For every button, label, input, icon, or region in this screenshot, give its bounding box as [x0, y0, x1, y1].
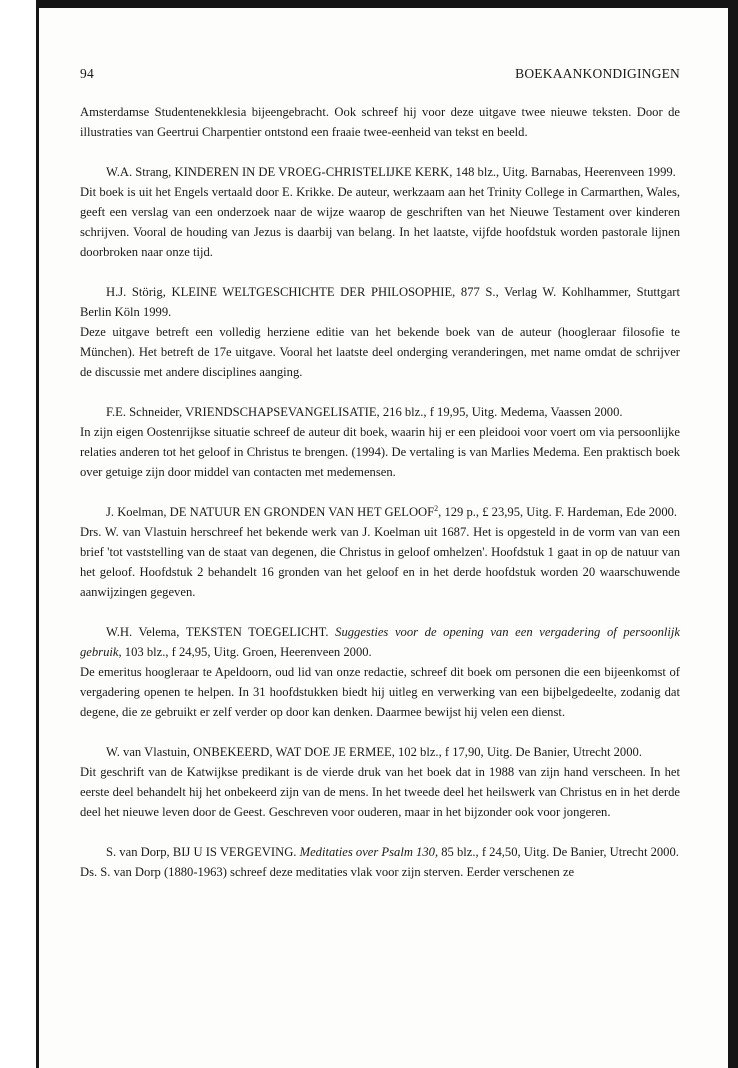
book-author: W.A. Strang,: [106, 165, 172, 179]
book-details: , 129 p., £ 23,95, Uitg. F. Hardeman, Ede 2000.: [438, 505, 678, 519]
book-title: VRIENDSCHAPSEVANGELISATIE: [185, 405, 377, 419]
book-title: KLEINE WELTGESCHICHTE DER PHILOSOPHIE: [171, 285, 453, 299]
book-title-superscript: 2: [434, 503, 439, 513]
book-author: W. van Vlastuin,: [106, 745, 190, 759]
book-entry: [80, 162, 680, 262]
book-citation: [80, 622, 680, 662]
book-author: W.H. Velema,: [106, 625, 180, 639]
scan-border-top: [36, 0, 738, 8]
book-title: BIJ U IS VERGEVING.: [172, 845, 297, 859]
book-details: , 102 blz., f 17,90, Uitg. De Banier, Utrecht 2000.: [391, 745, 642, 759]
book-author: H.J. Störig,: [106, 285, 166, 299]
book-title: KINDEREN IN DE VROEG-CHRISTELIJKE KERK: [174, 165, 450, 179]
book-entry: [80, 622, 680, 722]
book-title: ONBEKEERD, WAT DOE JE ERMEE: [193, 745, 392, 759]
book-description: Deze uitgave betreft een volledig herziene editie van het bekende boek van de auteur (hoogleraar filosofie te München). Het betreft de 17e uitgave. Vooral het laatste deel onderging veranderingen, met name omdat de schrijver de discussie met andere disciplines aanging.: [80, 325, 680, 379]
book-citation: [80, 162, 680, 182]
book-entry: [80, 842, 680, 882]
book-description: Drs. W. van Vlastuin herschreef het bekende werk van J. Koelman uit 1687. Het is opgesteld in de vorm van van een brief 'tot vaststelling van de staat van degenen, die Christus in geloof omhelzen'. Hoofdstuk 1 gaat in op de natuur van het geloof. Hoofdstuk 2 behandelt 16 gronden van het geloof en in het derde hoofdstuk worden 20 waarschuwende aanwijzingen gegeven.: [80, 525, 680, 599]
book-details: , 877 S., Verlag W. Kohlhammer, Stuttgart Berlin Köln 1999.: [80, 285, 680, 319]
book-description: Ds. S. van Dorp (1880-1963) schreef deze meditaties vlak voor zijn sterven. Eerder verschenen ze: [80, 865, 575, 879]
book-citation: [80, 842, 680, 862]
page-number: 94: [80, 66, 94, 81]
book-entry: [80, 742, 680, 822]
book-citation: [80, 402, 680, 422]
book-title: DE NATUUR EN GRONDEN VAN HET GELOOF: [169, 505, 435, 519]
book-description: In zijn eigen Oostenrijkse situatie schreef de auteur dit boek, waarin hij er een pleidooi voor voert om via persoonlijke relaties anderen tot het geloof in Christus te brengen. (1994). De vertaling is van Marlies Medema. Een praktisch boek over getuige zijn door middel van contacten met medemensen.: [80, 425, 680, 479]
book-details: , 85 blz., f 24,50, Uitg. De Banier, Utrecht 2000.: [434, 845, 679, 859]
page-content: [80, 102, 680, 882]
book-description: Dit geschrift van de Katwijkse predikant is de vierde druk van het boek dat in 1988 van zijn hand verscheen. In het eerste deel behandelt hij het onbekeerd zijn van de mens. In het tweede deel het heilswerk van Christus en in het derde deel het nieuwe leven door de Geest. Geschreven voor ouderen, maar in het bijzonder ook voor jongeren.: [80, 765, 680, 819]
book-entry: [80, 502, 680, 602]
running-title: BOEKAANKONDIGINGEN: [515, 66, 680, 81]
book-description: De emeritus hoogleraar te Apeldoorn, oud lid van onze redactie, schreef dit boek om personen die een bijeenkomst of vergadering openen te helpen. In 31 hoofdstukken biedt hij uitleg en verwerking van een bijbelgedeelte, zodanig dat degene, die ze gebruikt er zelf verder op door kan denken. Daarmee bewijst hij velen een dienst.: [80, 665, 680, 719]
book-details: , 216 blz., f 19,95, Uitg. Medema, Vaassen 2000.: [376, 405, 623, 419]
page: [39, 8, 728, 1068]
book-citation: [80, 742, 680, 762]
book-author: S. van Dorp,: [106, 845, 170, 859]
book-author: F.E. Schneider,: [106, 405, 183, 419]
book-details: , 103 blz., f 24,95, Uitg. Groen, Heerenveen 2000.: [118, 645, 372, 659]
book-subtitle: Suggesties voor de opening van een vergadering of persoonlijk gebruik: [80, 625, 681, 659]
book-citation: [80, 502, 680, 522]
book-subtitle: Meditaties over Psalm 130: [299, 845, 435, 859]
running-header: [80, 66, 680, 82]
book-details: , 148 blz., Uitg. Barnabas, Heerenveen 1999.: [449, 165, 676, 179]
book-entry: [80, 402, 680, 482]
book-citation: [80, 282, 680, 322]
book-author: J. Koelman,: [106, 505, 167, 519]
book-entry: [80, 282, 680, 382]
intro-paragraph: Amsterdamse Studentenekklesia bijeengebracht. Ook schreef hij voor deze uitgave twee nieuwe teksten. Door de illustraties van Geertrui Charpentier ontstond een fraaie twee-eenheid van tekst en beeld.: [80, 105, 680, 139]
book-description: Dit boek is uit het Engels vertaald door E. Krikke. De auteur, werkzaam aan het Trinity College in Carmarthen, Wales, geeft een verslag van een onderzoek naar de wijze waarop de geschriften van het Nieuwe Testament over kinderen schrijven. Vooral de houding van Jezus is daarbij van belang. In het laatste, vijfde hoofdstuk worden pastorale lijnen doorbroken naar onze tijd.: [80, 185, 680, 259]
scan-border-right: [728, 0, 738, 1068]
book-title: TEKSTEN TOEGELICHT.: [185, 625, 329, 639]
